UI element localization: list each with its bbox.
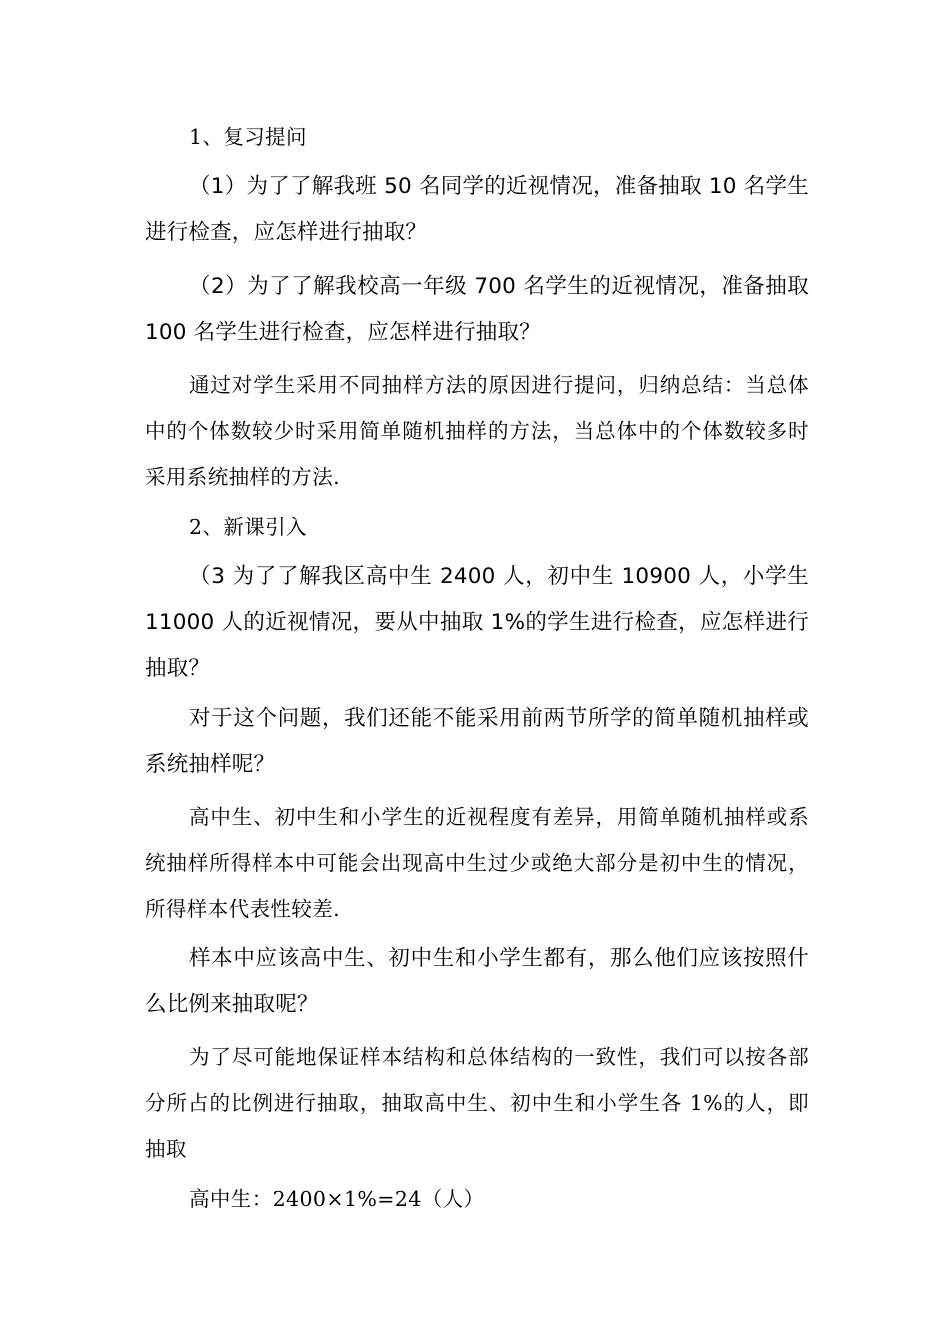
question-3: （3 为了了解我区高中生 2400 人，初中生 10900 人，小学生 11000 人的近视情况，要从中抽取 1%的学生进行检查，应怎样进行抽取？ [145,564,809,681]
section-heading-new-lesson: 2、新课引入 [189,515,307,539]
section-heading-review: 1、复习提问 [189,125,307,149]
summary-paragraph: 通过对学生采用不同抽样方法的原因进行提问，归纳总结：当总体中的个体数较少时采用简单随机抽样的方法，当总体中的个体数较多时采用系统抽样的方法. [145,373,809,489]
follow-up-question: 对于这个问题，我们还能不能采用前两节所学的简单随机抽样或系统抽样呢？ [145,706,809,777]
proportion-explanation: 为了尽可能地保证样本结构和总体结构的一致性，我们可以按各部分所占的比例进行抽取，抽取高中生、初中生和小学生各 1%的人，即抽取 [145,1045,809,1161]
document-page [145,114,809,1222]
question-2: （2）为了了解我校高一年级 700 名学生的近视情况，准备抽取 100 名学生进行检查，应怎样进行抽取？ [145,274,809,345]
difference-explanation: 高中生、初中生和小学生的近视程度有差异，用简单随机抽样或系统抽样所得样本中可能会出现高中生过少或绝大部分是初中生的情况，所得样本代表性较差. [145,805,809,921]
proportion-question: 样本中应该高中生、初中生和小学生都有，那么他们应该按照什么比例来抽取呢？ [145,946,809,1017]
question-1: （1）为了了解我班 50 名同学的近视情况，准备抽取 10 名学生进行检查，应怎样进行抽取？ [145,174,809,245]
calculation-high-school: 高中生：2400×1%=24（人） [189,1187,485,1211]
